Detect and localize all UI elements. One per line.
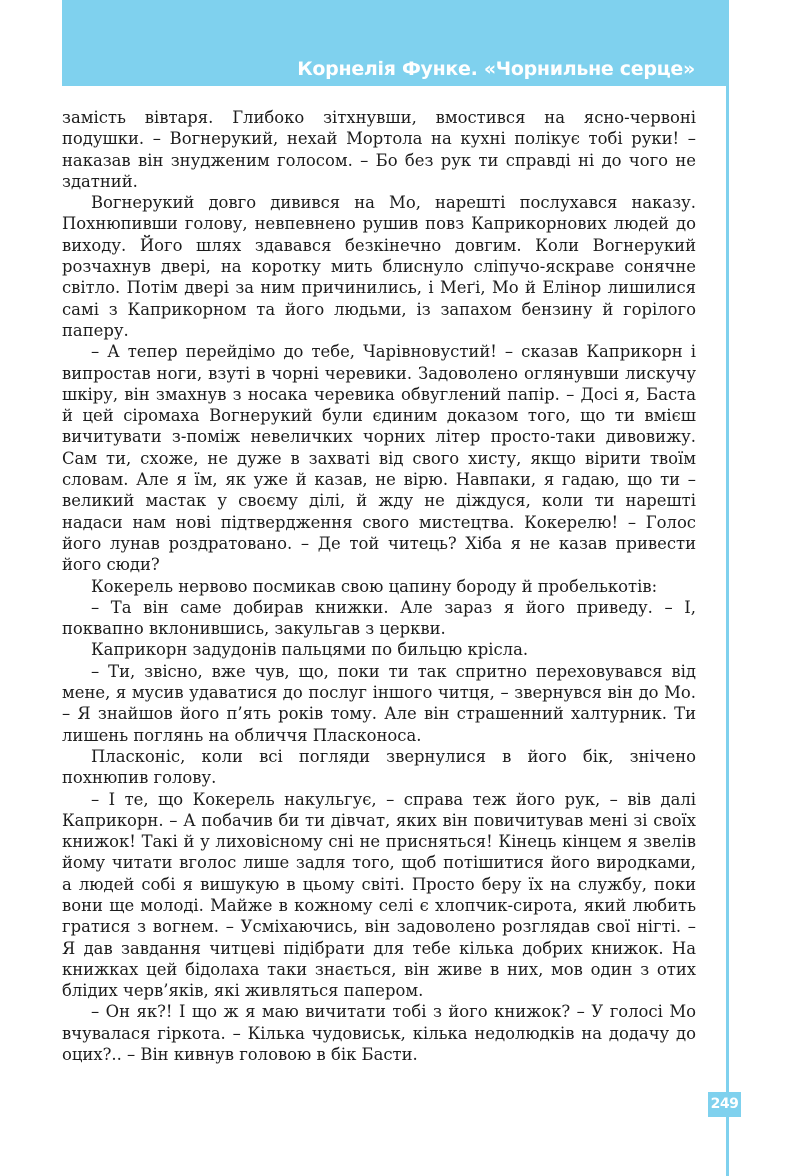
paragraph: – Ти, звісно, вже чув, що, поки ти так спритно переховувався від мене, я мусив удаватися до послуг іншого читця, – звернувся він до Мо. – Я знайшов його п’ять років тому. Але він страшенний халтурник. Ти лишень поглянь на обличчя Пласконоса.	[62, 661, 696, 745]
paragraph: – Он як?! І що ж я маю вичитати тобі з його книжок? – У голосі Мо вчувалася гіркота. – Кілька чудовиськ, кілька недолюдків на додачу до оцих?.. – Він кивнув головою в бік Басти.	[62, 1002, 696, 1065]
margin-rule	[726, 0, 729, 1176]
paragraph: – А тепер перейдімо до тебе, Чарівновустий! – сказав Каприкорн і випростав ноги, взуті в чорні черевики. Задоволено оглянувши лискучу шкіру, він змахнув з носака черевика обвуглений папір. – Досі я, Баста й цей сіромаха Вогнерукий були єдиним доказом того, що ти вмієш вичитувати з-поміж невеличких чорних літер просто-таки дивовижу. Сам ти, схоже, не дуже в захваті від свого хисту, якщо вірити твоїм словам. Але я їм, як уже й казав, не вірю. Навпаки, я гадаю, що ти – великий мастак у своєму ділі, й жду не діждуся, коли ти нарешті надаси нам нові підтвердження свого мистецтва. Кокерелю! – Голос його лунав роздратовано. – Де той читець? Хіба я не казав привести його сюди?	[62, 342, 696, 575]
paragraph: Кокерель нервово посмикав свою цапину бороду й пробелькотів:	[91, 576, 658, 596]
paragraph: замість вівтаря. Глибоко зітхнувши, вмостився на ясно-червоні подушки. – Вогнерукий, нехай Мортола на кухні полікує тобі руки! – наказав він знудженим голосом. – Бо без рук ти справді ні до чого не здатний.	[62, 108, 696, 191]
paragraph: – І те, що Кокерель накульгує, – справа теж його рук, – вів далі Каприкорн. – А побачив би ти дівчат, яких він повичитував мені зі своїх книжок! Такі й у лиховісному сні не присняться! Кінець кінцем я звелів йому читати вголос лише задля того, щоб потішитися його виродками, а людей собі я вишукую в цьому світі. Просто беру їх на службу, поки вони ще молоді. Майже в кожному селі є хлопчик-сирота, який любить гратися з вогнем. – Усміхаючись, він задоволено розглядав свої нігті. – Я дав завдання читцеві підібрати для тебе кілька добрих книжок. На книжках цей бідолаха таки знається, він живе в них, мов один з отих блідих черв’яків, які живляться папером.	[62, 789, 696, 1001]
paragraph: Пласконіс, коли всі погляди звернулися в його бік, знічено похнюпив голову.	[62, 746, 696, 788]
paragraph: Вогнерукий довго дивився на Мо, нарешті послухався наказу. Похнюпивши голову, невпевнено рушив повз Каприкорнових людей до виходу. Його шлях здавався безкінечно довгим. Коли Вогнерукий розчахнув двері, на коротку мить блиснуло сліпучо-яскраве сонячне світло. Потім двері за ним причинились, і Меґі, Мо й Елінор лишилися самі з Каприкорном та його людьми, із запахом бензину й горілого паперу.	[62, 193, 696, 340]
paragraph: Каприкорн задудонів пальцями по бильцю крісла.	[91, 640, 529, 660]
paragraph: – Та він саме добирав книжки. Але зараз я його приведу. – І, поквапно вклонившись, закульгав з церкви.	[62, 597, 696, 639]
body-text	[62, 107, 696, 1065]
header-band	[62, 0, 727, 86]
page-number: 249	[708, 1092, 741, 1117]
running-header-title: Корнелія Функе. «Чорнильне серце»	[297, 58, 695, 80]
